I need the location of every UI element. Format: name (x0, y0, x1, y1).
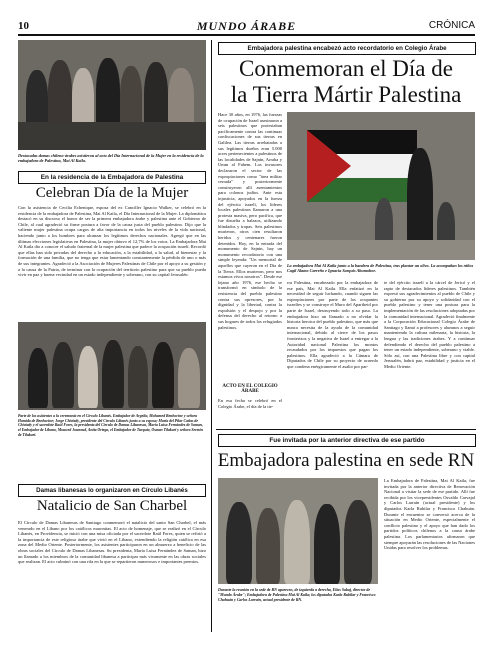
rn-headline: Embajadora palestina en sede RN (217, 450, 475, 471)
page-header (18, 20, 475, 36)
rn-kicker: Fue invitada por la anterior directiva de ese partido (218, 434, 476, 447)
charbel-kicker: Damas libanesas lo organizaron en Círculo Libanés (18, 484, 206, 497)
section-label: CRÓNICA (428, 20, 475, 31)
flag-olive-photo (287, 112, 475, 260)
rn-photo-caption: Durante la reunión en la sede de RN aparecen, de izquierda a derecha, Elías Sabaj, director de "Mundo Árabe"; Embajadora de Palestina Mai Al Kaila; los diputados Karla Rubilar y Francisco Chahuán y Carlos Larraín, actual presidente de RN. (218, 588, 376, 602)
tierra-kicker: Embajadora palestina encabezó acto recordatorio en Colegio Árabe (218, 42, 476, 55)
lebanese-photo-caption: Parte de los asistentes a la ceremonia en el Círculo Libanés. Embajador de Argelia, Mohamed Benhocine y señora Hamida de Benhocine; Jorge Chiviady, presidente del Círculo Libanés junto a su esposa; María del Pilar Cañas de Chiviady y el sacerdote Raúl Fores, la presidenta del Círculo de Damas Libanesas, María Luisa Fernández de Saman, el Embajador de Líbano, Mouwed Jounoud, Anita Ortega, el Embajador de Turquía, Osman Tilakuri y señora Sermin de Tilakuri. (18, 414, 203, 437)
tierra-col3: te del ejército israelí a la cárcel de Jericó y el rapto de destacados líderes palestinos. También expresó sus agradecimientos al pueblo de Chile y su gobierno por su apoyo y solidaridad con el pueblo palestino y tener una postura para la implementación de las resoluciones adoptadas por la comunidad internacional. Agradeció finalmente a la Corporación Educacional Colegio Árabe de Santiago y llamó a profesores y alumnos a seguir manteniendo la cultura milenaria, la historia, la lengua y las tradiciones árabes. Y a continuar defendiendo el derecho del pueblo palestino a tener un estado independiente, soberano y viable. Sólo así, con una Palestina libre y con capital Jerusalén, habrá paz, estabilidad y justicia en el Medio Oriente. (384, 280, 475, 369)
rn-body: La Embajadora de Palestina, Mai Al Kaila, fue invitada por la anterior directiva de Renovación Nacional a visitar la sede de ese partido. Allí fue recibida por los vicepresidentes Osvaldo Carvajal y Carlos Larraín (actual presidente) y los diputados Karla Rubilar y Francisco Chahuán. Durante el encuentro se conversó acerca de la situación en Medio Oriente, especialmente el conflicto palestino y el apoyo que han dado los partidos políticos chilenos a la causa árabe palestina. Los parlamentarios afirmaron que siempre apoyarán las resoluciones de las Naciones Unidas para resolver los problemas. (384, 478, 475, 551)
lebanese-circle-photo (18, 322, 206, 410)
residence-kicker: En la residencia de la Embajadora de Palestina (18, 171, 206, 184)
publication-title: MUNDO ÁRABE (196, 19, 297, 33)
palestine-flag (307, 130, 417, 202)
charbel-headline: Natalicio de San Charbel (36, 498, 188, 514)
women-group-photo (18, 40, 206, 150)
tierra-headline-line2: la Tierra Mártir Palestina (230, 82, 462, 107)
charbel-body: El Círculo de Damas Libanesas de Santiago conmemoró el natalicio del santo San Charbel, el más venerado en el Líbano por los católicos maronitas. El acto de homenaje, que se realizó en el Círculo Libanés, en Providencia, se inició con una misa oficiada por el sacerdote Raúl Fores, quien se refirió a la importancia de este religioso árabe que vivió en el Líbano, extendiendo la religión católica en esa zona del Medio Oriente. Posteriormente, los asistentes participaron en un almuerzo a beneficio de las obras sociales del Círculo de Damas Libanesas. Su presidenta, María Luisa Fernández de Saman, hizo un llamado a los miembros de la comunidad libanesa a participar más vivamente en las obras sociales que realizan. El acto culminó con una rifa en la que se repartieron numerosos e importantes premios. (18, 520, 206, 565)
residence-body: Con la asistencia de Cecilia Echenique, esposa del ex Canciller Ignacio Walker, se celebró en la residencia de la embajadora de Palestina, Mai Al Kaila, el Día Internacional de la Mujer. La diplomática destacó en su discurso el honor de ser la primera embajadora árabe y palestina ante el Gobierno de Chile, al cual agradeció su firme postura a favor de la causa justa del pueblo palestino. Dijo que la valiente mujer palestina ocupa cargos de alta importancia en todos los niveles de la vida nacional, haciendo junto a los hombres para alcanzar los legítimos derechos nacionales. Agregó que en las últimas elecciones legislativas en Palestina, la mujer obtuvo el 12,7% de los votos. La Embajadora Mai Al Kaila dio a conocer el saludo fraternal de la mujer palestina que padece la ocupación israelí. Recordó que ellas han sido privadas del derecho a la educación, a la estabilidad, a la salud, al bienestar y la formación de una familia, que no tenga que estar lamentando constantemente la pérdida de uno o más de sus integrantes. Agradeció a la Asociación de Mujeres Palestinas de Chile por el apoyo a su gestión y a la causa de la Patria, de terminar con la ocupación del territorio palestino para que su pueblo pueda vivir en paz y buena vecindad en un estado independiente y soberano, con su capital Jerusalén. (18, 205, 206, 278)
tierra-col1: Hace 30 años, en 1976, las fuerzas de ocupación de Israel asesinaron a seis palestinos que protestaban pacíficamente contra las continuas confiscaciones de sus tierras en Galilea. Las tierras arrebatadas a sus legítimos dueños eran 5.000 acres pertenecientes a palestinos de las localidades de Sajnín, Arraba y Umm al Fahem. Los invasores declararon el sector de las expropiaciones como "área militar cerrada" y posteriormente construyeron allí asentamientos para colonos judíos. Ante esta injusticia, apoyados en la fuerza del ejército israelí, los líderes locales palestinos llamaron a una protesta masiva, pero pacífica, que fue disuelta a balazos, utilizando blindados y tropas. Seis palestinos murieron, otros cien resultaron heridos y centenares fueron detenidos. Hoy, en la entrada del monumento de Sajnín, hay un monumento recordatorio con una simple leyenda: "Un memorial de aquellos que cayeron en el Día de la Tierra. Ellos murieron, pero nos estamos vivos nosotros". Desde ese lejano año 1976, ese hecho se transformó en símbolo de la resistencia del pueblo palestino contra sus opresores, por la dignidad y la libertad, contra la expulsión y el despojo y por la defensa del derecho al retorno a sus hogares de todos los refugiados palestinos. (218, 112, 282, 330)
column-divider (211, 40, 212, 632)
colegio-subhead: ACTO EN EL COLEGIO ÁRABE (222, 384, 278, 394)
tierra-col1-end: En esa fecha se celebró en el Colegio Árabe, el día de la tie- (218, 398, 282, 409)
women-photo-caption: Destacadas damas chileno-árabes asistieron al acto del Día Internacional de la Mujer en la residencia de la embajadora de Palestina, Mai Al Kaila. (18, 153, 204, 164)
residence-headline: Celebran Día de la Mujer (35, 185, 189, 201)
page-number: 10 (18, 20, 29, 32)
tierra-headline-line1: Conmemoran el Día de (239, 56, 453, 81)
story-divider (216, 429, 476, 430)
flag-photo-caption: La embajadora Mai Al Kaila junto a la bandera de Palestina, tras plantar un olivo. La acompañan los niños Cagil Alamo Carreño e Ignacia Sarquis Abumohor. (287, 263, 474, 274)
tierra-col2: rra Palestina, encabezado por la embajadora de ese país, Mai Al Kaila. Ella enfatizó en la necesidad de seguir luchando, cuando siguen las expropiaciones por parte de los ocupantes israelíes y se construye el Muro del Apartheid por parte de Israel, destruyendo todo a su paso. La embajadora hizo un llamado a no olvidar la historia heroica del pueblo palestino, que más que nunca necesita de la ayuda de la comunidad internacional, debido al cierre de los pasos fronterizos y la negativa de Israel a entregar a la Autoridad nacional Palestina los montos recaudados por los impuestos que pagan los palestinos. Ella agradeció a la Cámara de Diputados de Chile por su proyecto de acuerdo que condena enérgicamente el asalto por par- (287, 280, 378, 369)
rn-meeting-photo (218, 478, 378, 584)
